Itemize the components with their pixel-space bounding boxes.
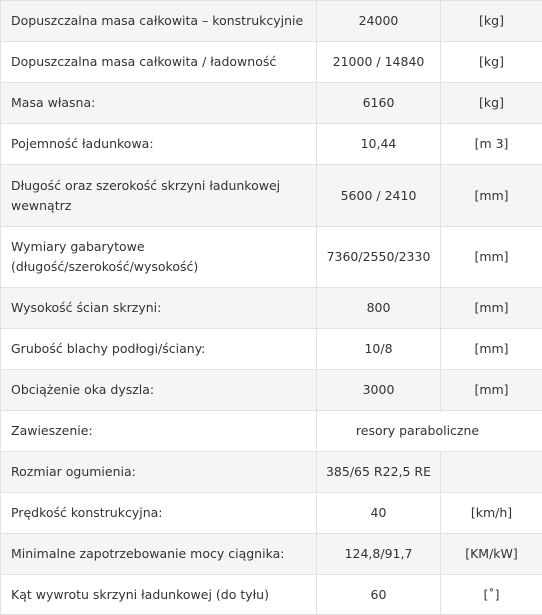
spec-row-load-capacity: [1, 124, 542, 165]
spec-unit: [mm]: [441, 227, 542, 288]
spec-label: Wymiary gabarytowe (długość/szerokość/wysokość): [1, 227, 317, 288]
spec-row-wall-height: [1, 288, 542, 329]
spec-value: 7360/2550/2330: [317, 227, 441, 288]
spec-unit: [m 3]: [441, 124, 542, 165]
spec-value: 124,8/91,7: [317, 534, 441, 575]
spec-unit: [KM/kW]: [441, 534, 542, 575]
spec-value: 6160: [317, 83, 441, 124]
spec-value: 10,44: [317, 124, 441, 165]
spec-row-gvw-payload: [1, 42, 542, 83]
spec-value: 40: [317, 493, 441, 534]
spec-unit: [kg]: [441, 42, 542, 83]
spec-unit: [kg]: [441, 83, 542, 124]
spec-label: Długość oraz szerokość skrzyni ładunkowej wewnątrz: [1, 165, 317, 227]
spec-row-overall-dimensions: [1, 227, 542, 288]
spec-row-box-inner-size: [1, 165, 542, 227]
spec-label: Zawieszenie:: [1, 411, 317, 452]
spec-unit: [˚]: [441, 575, 542, 615]
spec-value: 800: [317, 288, 441, 329]
spec-label: Obciążenie oka dyszla:: [1, 370, 317, 411]
spec-value: 10/8: [317, 329, 441, 370]
spec-unit: [mm]: [441, 165, 542, 227]
spec-unit: [mm]: [441, 288, 542, 329]
spec-value: 3000: [317, 370, 441, 411]
spec-unit: [km/h]: [441, 493, 542, 534]
spec-row-min-tractor-power: [1, 534, 542, 575]
spec-label: Dopuszczalna masa całkowita / ładowność: [1, 42, 317, 83]
spec-row-curb-weight: [1, 83, 542, 124]
spec-row-tipping-angle: [1, 575, 542, 615]
spec-label: Wysokość ścian skrzyni:: [1, 288, 317, 329]
spec-row-sheet-thickness: [1, 329, 542, 370]
spec-row-drawbar-load: [1, 370, 542, 411]
spec-label: Kąt wywrotu skrzyni ładunkowej (do tyłu): [1, 575, 317, 615]
spec-row-suspension: [1, 411, 542, 452]
spec-unit: [mm]: [441, 370, 542, 411]
spec-label: Dopuszczalna masa całkowita – konstrukcyjnie: [1, 1, 317, 42]
spec-label: Grubość blachy podłogi/ściany:: [1, 329, 317, 370]
spec-label: Prędkość konstrukcyjna:: [1, 493, 317, 534]
spec-row-design-speed: [1, 493, 542, 534]
spec-row-tire-size: [1, 452, 542, 493]
spec-value: 385/65 R22,5 RE: [317, 452, 441, 493]
spec-value: 60: [317, 575, 441, 615]
spec-unit: [441, 452, 542, 493]
spec-label: Masa własna:: [1, 83, 317, 124]
spec-value: resory paraboliczne: [317, 411, 542, 452]
spec-unit: [mm]: [441, 329, 542, 370]
spec-unit: [kg]: [441, 1, 542, 42]
spec-label: Rozmiar ogumienia:: [1, 452, 317, 493]
spec-value: 24000: [317, 1, 441, 42]
spec-value: 21000 / 14840: [317, 42, 441, 83]
spec-label: Minimalne zapotrzebowanie mocy ciągnika:: [1, 534, 317, 575]
spec-label: Pojemność ładunkowa:: [1, 124, 317, 165]
spec-value: 5600 / 2410: [317, 165, 441, 227]
spec-row-gvw-design: [1, 1, 542, 42]
